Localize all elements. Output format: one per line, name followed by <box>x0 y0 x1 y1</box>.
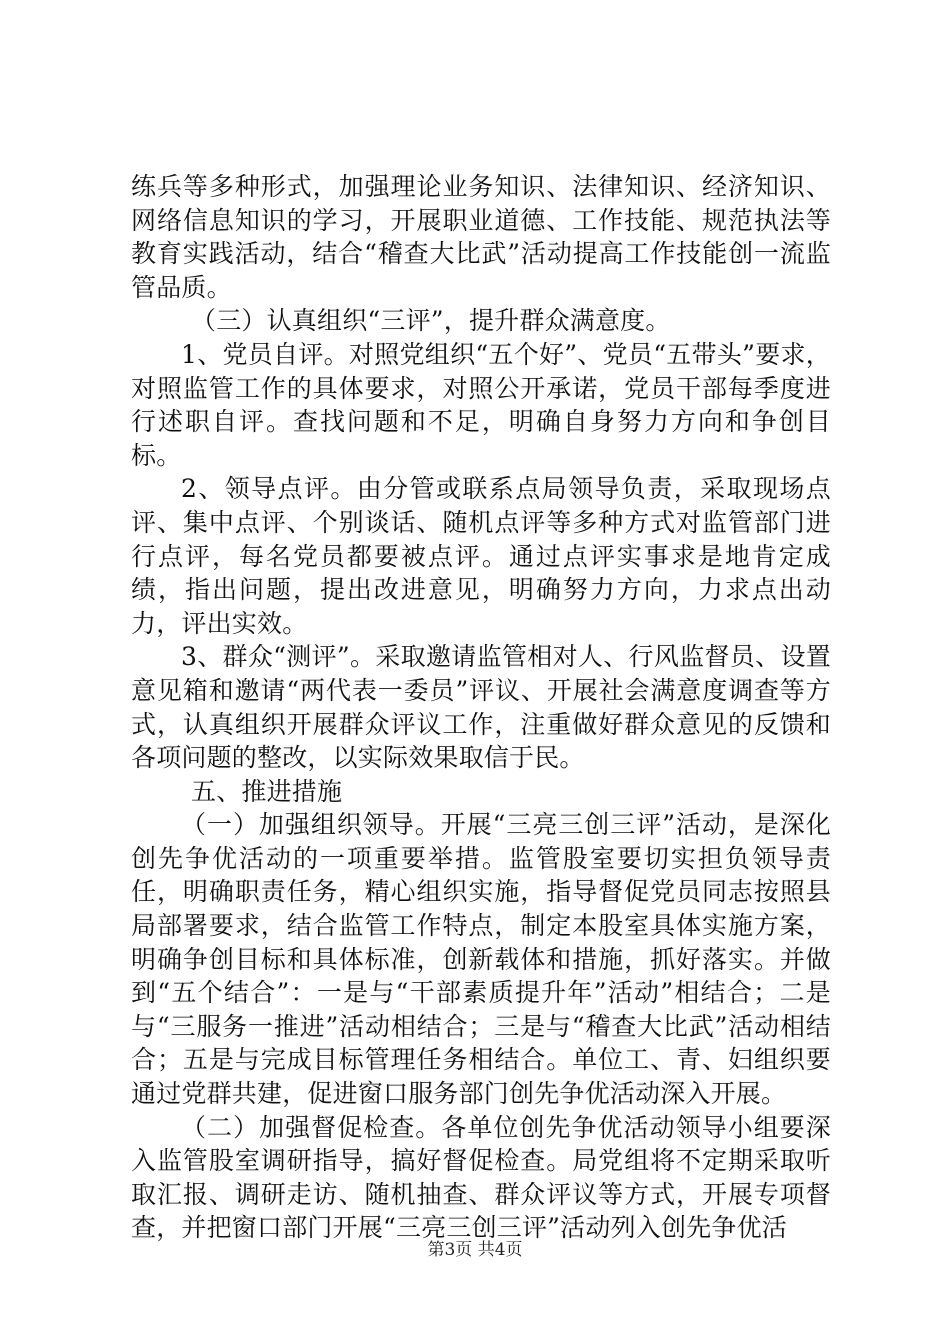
document-body <box>131 170 831 1245</box>
paragraph-self-review: 1、党员自评。对照党组织“五个好”、党员“五带头”要求，对照监管工作的具体要求，对照公开承诺，党员干部每季度进行述职自评。查找问题和不足，明确自身努力方向和争创目标。 <box>131 339 831 470</box>
section-heading-three-reviews: （三）认真组织“三评”，提升群众满意度。 <box>191 306 671 336</box>
paragraph-organization-leadership: （一）加强组织领导。开展“三亮三创三评”活动，是深化创先争优活动的一项重要举措。监管股室要切实担负领导责任，明确职责任务，精心组织实施，指导督促党员同志按照县局部署要求，结合监管工作特点，制定本股室具体实施方案，明确争创目标和具体标准，创新载体和措施，抓好落实。并做到“五个结合”：一是与“干部素质提升年”活动”相结合；二是与“三服务一推进”活动相结合；三是与“稽查大比武”活动相结合；五是与完成目标管理任务相结合。单位工、青、妇组织要通过党群共建，促进窗口服务部门创先争优活动深入开展。 <box>131 810 831 1109</box>
paragraph-study-activities: 练兵等多种形式，加强理论业务知识、法律知识、经济知识、网络信息知识的学习，开展职业道德、工作技能、规范执法等教育实践活动，结合“稽查大比武”活动提高工作技能创一流监管品质。 <box>131 172 831 302</box>
page-number-footer: 第3页 共4页 <box>427 1240 523 1260</box>
paragraph-public-review: 3、群众“测评”。采取邀请监管相对人、行风监督员、设置意见箱和邀请“两代表一委员”评议、开展社会满意度调查等方式，认真组织开展群众评议工作，注重做好群众意见的反馈和各项问题的整改，以实际效果取信于民。 <box>131 642 831 773</box>
paragraph-supervision-inspection: （二）加强督促检查。各单位创先争优活动领导小组要深入监管股室调研指导，搞好督促检查。局党组将不定期采取听取汇报、调研走访、随机抽查、群众评议等方式，开展专项督查，并把窗口部门开展“三亮三创三评”活动列入创先争优活 <box>131 1112 831 1243</box>
paragraph-leader-review: 2、领导点评。由分管或联系点局领导负责，采取现场点评、集中点评、个别谈话、随机点评等多种方式对监管部门进行点评，每名党员都要被点评。通过点评实事求是地肯定成绩，指出问题，提出改进意见，明确努力方向，力求点出动力，评出实效。 <box>131 474 831 638</box>
section-heading-measures: 五、推进措施 <box>191 776 343 806</box>
